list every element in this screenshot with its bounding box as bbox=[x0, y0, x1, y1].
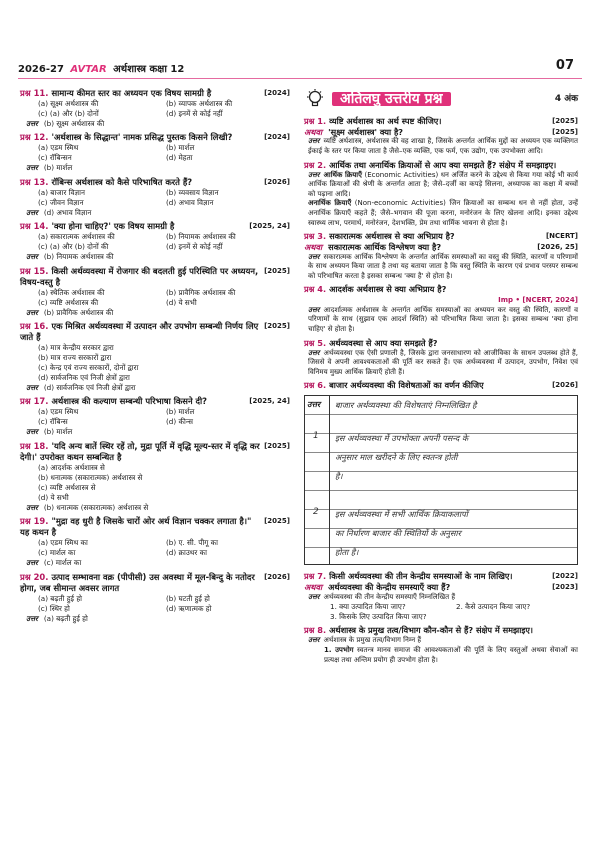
point-number: 2 bbox=[313, 507, 319, 518]
mcq-options bbox=[20, 538, 290, 558]
answer-text: व्यष्टि अर्थशास्त्र, अर्थशास्त्र की वह शाखा है, जिसके अन्तर्गत आर्थिक मुद्दों का अध्ययन एक व्यक्तिगत ईकाई के स्तर पर किया जाता है जैसे–एक व्यक्ति, एक फर्म, एक उद्योग, एक उपभोक्ता आदि। bbox=[308, 137, 578, 155]
answer-text: (d) अभाव विज्ञान bbox=[43, 207, 92, 217]
answer bbox=[304, 593, 578, 603]
mcq-option: (d) अभाव विज्ञान bbox=[166, 197, 214, 207]
mcq-option: (a) आदर्शक अर्थशास्त्र से bbox=[38, 462, 105, 472]
question-8 bbox=[304, 625, 578, 665]
question-text: अर्थशास्त्र की कल्याण सम्बन्धी परिभाषा किसने दी? bbox=[51, 396, 207, 407]
question-4 bbox=[304, 284, 578, 334]
question-text: अर्थशास्त्र के प्रमुख तत्व/विभाग कौन-कौन से हैं? संक्षेप में समझाइए। bbox=[329, 625, 533, 636]
alt-question: सकारात्मक आर्थिक विश्लेषण क्या है? bbox=[328, 242, 442, 253]
year-tag: [2025] bbox=[264, 517, 290, 526]
mcq-option: (d) ये सभी bbox=[166, 297, 197, 307]
question-1 bbox=[304, 116, 578, 157]
alt-label: अथवा bbox=[304, 582, 323, 593]
mcq-answer bbox=[20, 163, 290, 173]
mcq-question bbox=[20, 177, 290, 218]
importance-tag: Imp • [NCERT, 2024] bbox=[498, 296, 578, 305]
term-heading: आर्थिक क्रियाएँ bbox=[323, 170, 362, 179]
question-text: 'यदि अन्य बातें स्थिर रहें तो, मुद्रा पूर्ति में वृद्धि मूल्य-स्तर में वृद्धि कर देगी।' उपरोक्त कथन सम्बन्धित है bbox=[20, 440, 260, 462]
answer-label: उत्तर bbox=[26, 613, 38, 623]
answer-text: (b) धनात्मक (सकारात्मक) अर्थशास्त्र से bbox=[43, 502, 149, 512]
question-text: किसी अर्थव्यवस्था की तीन केन्द्रीय समस्याओं के नाम लिखिए। bbox=[329, 571, 513, 582]
year-tag: [2026, 25] bbox=[537, 243, 578, 252]
alt-label: अथवा bbox=[304, 127, 323, 137]
mcq-option: (d) क्राउथर का bbox=[166, 548, 207, 558]
mcq-option: (c) (a) और (b) दोनों bbox=[38, 109, 99, 118]
answer-label: उत्तर bbox=[308, 636, 320, 645]
mcq-option: (d) ऋणात्मक हो bbox=[166, 603, 212, 613]
mcq-option: (b) व्यापक अर्थशास्त्र की bbox=[166, 99, 233, 108]
mcq-options bbox=[20, 99, 290, 119]
answer-label: उत्तर bbox=[308, 348, 320, 357]
answer-label: उत्तर bbox=[26, 558, 38, 568]
alt-question: 'सूक्ष्म अर्थशास्त्र' क्या है? bbox=[328, 127, 404, 137]
year-tag: [2026] bbox=[264, 177, 290, 186]
answer-text: (Economic Activities) धन अर्जित करने के उद्देश्य से किया गया कोई भी कार्य आर्थिक क्रियाओं की श्रेणी के अन्तर्गत आता है; जैसे–दर्जी का कपड़े सिलना, अध्यापक का कक्षा में बच्चों को पढ़ाना आदि। bbox=[308, 170, 579, 198]
answer-label: उत्तर bbox=[26, 383, 38, 393]
answer bbox=[304, 171, 578, 200]
mcq-option: (a) बढ़ती हुई हो bbox=[38, 593, 82, 603]
answer-text: (b) प्रावैगिक अर्थशास्त्र की bbox=[43, 307, 114, 317]
answer-text: (d) सार्वजनिक एवं निजी क्षेत्रों द्वारा bbox=[43, 383, 136, 393]
page-header bbox=[0, 0, 600, 84]
mcq-options bbox=[20, 407, 290, 427]
mcq-option: (c) रॉबिन्सन bbox=[38, 153, 72, 163]
mcq-option: (b) मार्शल bbox=[166, 407, 195, 417]
mcq-option: (b) प्रावैगिक अर्थशास्त्र की bbox=[166, 287, 236, 297]
point-heading: 1. उपभोग bbox=[324, 645, 354, 654]
mcq-answer bbox=[20, 383, 290, 393]
handwritten-line: होता है। bbox=[335, 547, 359, 558]
year-tag: [2025] bbox=[264, 441, 290, 450]
question-text: 'क्या होना चाहिए?' एक विषय सामग्री है bbox=[51, 221, 175, 232]
mcq-question bbox=[20, 88, 290, 129]
answer-text: (Non-economic Activities) जिन क्रियाओं का सम्बन्ध धन से नहीं होता, उन्हें अनार्थिक क्रियाएँ कहते हैं; जैसे–भगवान की पूजा करना, मनोरंजन के लिए खेलना आदि। इनका उद्देश्य स्वास्थ्य लाभ, परमार्थ, मनोरंजन, देशभक्ति, प्रेम तथा धार्मिक भावना से होता है। bbox=[308, 199, 579, 227]
mcq-option: (b) नियामक अर्थशास्त्र की bbox=[166, 232, 236, 242]
mcq-option: (c) केन्द्र एवं राज्य सरकारों, दोनों द्वारा bbox=[38, 363, 139, 373]
year-tag: [2025] bbox=[552, 128, 578, 136]
question-number: प्रश्न 14. bbox=[20, 221, 49, 232]
mcq-option: (a) एडम स्मिथ का bbox=[38, 538, 88, 548]
handwritten-line: इस अर्थव्यवस्था में उपभोक्ता अपनी पसन्द के bbox=[335, 433, 469, 444]
mcq-answer bbox=[20, 558, 290, 568]
mcq-options bbox=[20, 288, 290, 308]
list-item: 3. किसके लिए उत्पादित किया जाए? bbox=[330, 612, 427, 622]
year-tag: [2024] bbox=[264, 89, 290, 97]
answer-label: उत्तर bbox=[308, 170, 320, 179]
lightbulb-icon bbox=[304, 88, 326, 110]
mcq-question bbox=[20, 321, 290, 393]
question-number: प्रश्न 11. bbox=[20, 88, 49, 98]
header-divider bbox=[18, 78, 582, 79]
mcq-answer bbox=[20, 208, 290, 218]
question-number: प्रश्न 3. bbox=[304, 231, 327, 242]
answer-label: उत्तर bbox=[26, 252, 38, 262]
mcq-options bbox=[20, 143, 290, 163]
mcq-answer bbox=[20, 119, 290, 129]
answer bbox=[304, 306, 578, 335]
answer-para bbox=[304, 199, 578, 228]
answer-text: सकारात्मक आर्थिक विश्लेषण के अन्तर्गत आर्थिक समस्याओं का वस्तु की स्थिति, कारणों व परिणामों के साथ अध्ययन किया जाता है तथा यह बताया जाता है कि वस्तु स्थिति के कारण एवं प्रभाव परस्पर सम्बन्ध को परिभाषित करता है इसका सम्बन्ध 'क्या है' से होता है। bbox=[308, 252, 578, 280]
handwritten-line: अनुसार माल खरीदने के लिए स्वतन्त्र होती bbox=[335, 452, 458, 463]
answer-label: उत्तर bbox=[308, 592, 320, 601]
mcq-option: (a) बाजार विज्ञान bbox=[38, 187, 85, 197]
year-tag: [2025] bbox=[264, 322, 290, 331]
answer-label: उत्तर bbox=[26, 307, 38, 317]
question-text: बाजार अर्थव्यवस्था की विशेषताओं का वर्णन कीजिए bbox=[329, 380, 484, 391]
question-number: प्रश्न 15. bbox=[20, 265, 49, 276]
question-number: प्रश्न 5. bbox=[304, 337, 327, 348]
answer-text: (b) मार्शल bbox=[43, 427, 73, 437]
point-number: 1 bbox=[313, 431, 319, 442]
question-3 bbox=[304, 231, 578, 281]
answer-text: आदर्शात्मक अर्थशास्त्र के अन्तर्गत आर्थिक समस्याओं का अध्ययन कर वस्तु की स्थिति, कारणों व परिणामों के साथ (सुझाव एक आदर्श स्थिति) को परिभाषित किया जाता है। इसका सम्बन्ध 'क्या होना चाहिए' से होता है। bbox=[308, 305, 578, 333]
question-number: प्रश्न 7. bbox=[304, 571, 327, 582]
mcq-options bbox=[20, 188, 290, 208]
mcq-options bbox=[20, 343, 290, 383]
question-number: प्रश्न 16. bbox=[20, 321, 49, 332]
mcq-option: (d) सार्वजनिक एवं निजी क्षेत्रों द्वारा bbox=[38, 373, 130, 383]
answer-label: उत्तर bbox=[26, 207, 38, 217]
mcq-question bbox=[20, 266, 290, 318]
question-text: अर्थव्यवस्था से आप क्या समझते हैं? bbox=[329, 337, 438, 348]
handwritten-line: है। bbox=[335, 471, 343, 482]
mcq-option: (c) मार्शल का bbox=[38, 548, 76, 558]
short-answer-column bbox=[304, 88, 578, 668]
answer bbox=[304, 137, 578, 156]
section-title: अतिलघु उत्तरीय प्रश्न bbox=[332, 92, 451, 106]
handwritten-answer bbox=[304, 395, 578, 565]
answer-label: उत्तर bbox=[308, 137, 320, 146]
answer-label: उत्तर bbox=[307, 400, 321, 410]
question-number: प्रश्न 4. bbox=[304, 284, 327, 295]
question-text: रॉबिन्स अर्थशास्त्र को कैसे परिभाषित करते हैं? bbox=[51, 176, 193, 187]
mcq-option: (a) सूक्ष्म अर्थशास्त्र की bbox=[38, 99, 99, 108]
list-item: 2. कैसे उत्पादन किया जाए? bbox=[456, 602, 531, 612]
year-tag: [NCERT] bbox=[545, 232, 578, 241]
answer bbox=[304, 636, 578, 646]
mcq-options bbox=[20, 463, 290, 503]
question-number: प्रश्न 20. bbox=[20, 571, 49, 582]
question-number: प्रश्न 8. bbox=[304, 625, 327, 636]
mcq-option: (c) रॉबिन्स bbox=[38, 417, 68, 427]
header-left bbox=[18, 61, 184, 75]
mcq-option: (b) धनात्मक (सकारात्मक) अर्थशास्त्र से bbox=[38, 472, 143, 482]
question-text: आर्थिक तथा अनार्थिक क्रियाओं से आप क्या समझते हैं? संक्षेप में समझाइए। bbox=[329, 159, 557, 170]
subject-label: अर्थशास्त्र bbox=[113, 64, 147, 75]
answer-text: अर्थशास्त्र के प्रमुख तत्व/विभाग निम्न हैं bbox=[323, 636, 422, 645]
answer bbox=[304, 349, 578, 378]
mcq-option: (d) मेहता bbox=[166, 153, 193, 163]
mcq-option: (d) इनमें से कोई नहीं bbox=[166, 242, 223, 252]
mcq-option: (a) मात्र केन्द्रीय सरकार द्वारा bbox=[38, 343, 114, 353]
answer-text: (a) बढ़ती हुई हो bbox=[43, 613, 88, 623]
mcq-answer bbox=[20, 427, 290, 437]
mcq-option: (c) व्यष्टि अर्थशास्त्र की bbox=[38, 297, 99, 307]
question-number: प्रश्न 6. bbox=[304, 380, 327, 391]
question-text: सकारात्मक अर्थशास्त्र से क्या अभिप्राय है? bbox=[329, 231, 455, 242]
question-number: प्रश्न 18. bbox=[20, 440, 49, 451]
question-number: प्रश्न 19. bbox=[20, 516, 49, 527]
year-tag: [2026] bbox=[552, 381, 578, 390]
mcq-question bbox=[20, 441, 290, 513]
mcq-question bbox=[20, 396, 290, 437]
answer-label: उत्तर bbox=[308, 305, 320, 314]
mcq-option: (b) व्यवसाय विज्ञान bbox=[166, 187, 219, 197]
year-tag: [2023] bbox=[552, 583, 578, 592]
mcq-option: (a) एडम स्मिथ bbox=[38, 407, 79, 417]
answer-text: स्वतन्त्र मानव समाज की आवश्यकताओं की पूर्ति के लिए वस्तुओं अथवा सेवाओं का प्रत्यक्ष तथा अन्तिम प्रयोग ही उपभोग होता है। bbox=[324, 645, 578, 664]
question-number: प्रश्न 2. bbox=[304, 159, 327, 170]
question-number: प्रश्न 17. bbox=[20, 396, 49, 407]
answer-label: उत्तर bbox=[26, 427, 38, 437]
mcq-option: (c) जीवन विज्ञान bbox=[38, 197, 84, 207]
answer-label: उत्तर bbox=[26, 163, 38, 173]
brand-logo: AVTAR bbox=[70, 64, 107, 75]
session-label: 2026-27 bbox=[18, 64, 64, 75]
mcq-question bbox=[20, 516, 290, 568]
handwritten-line: इस अर्थव्यवस्था में सभी आर्थिक क्रियाकलापों bbox=[335, 509, 468, 520]
answer-text: (c) मार्शल का bbox=[43, 558, 82, 568]
mcq-option: (c) व्यष्टि अर्थशास्त्र से bbox=[38, 482, 96, 492]
mcq-question bbox=[20, 132, 290, 173]
page-number: 07 bbox=[555, 58, 574, 73]
answer bbox=[304, 253, 578, 282]
mcq-option: (b) मात्र राज्य सरकारों द्वारा bbox=[38, 353, 112, 363]
mcq-option: (d) ये सभी bbox=[38, 492, 69, 502]
handwritten-line: बाजार अर्थव्यवस्था की विशेषताएं निम्नलिखित है bbox=[335, 400, 477, 411]
year-tag: [2024] bbox=[264, 133, 290, 142]
question-text: उत्पाद सम्भावना वक्र (पीपीसी) उस अवस्था में मूल-बिन्दु के नतोदर होगा, जब सीमान्त अवसर लागत bbox=[20, 571, 255, 593]
question-number: प्रश्न 12. bbox=[20, 132, 49, 143]
answer-text: (b) मार्शल bbox=[43, 163, 73, 173]
year-tag: [2025] bbox=[264, 266, 290, 275]
section-marks: 4 अंक bbox=[554, 93, 578, 104]
mcq-answer bbox=[20, 252, 290, 262]
mcq-options bbox=[20, 232, 290, 252]
mcq-option: (a) स्थैतिक अर्थशास्त्र की bbox=[38, 287, 105, 297]
handwritten-line: का निर्धारण बाजार की स्थितियों के अनुसार bbox=[335, 528, 461, 539]
mcq-answer bbox=[20, 503, 290, 513]
question-number: प्रश्न 1. bbox=[304, 116, 327, 126]
mcq-answer bbox=[20, 614, 290, 624]
question-text: एक मिश्रित अर्थव्यवस्था में उत्पादन और उपभोग सम्बन्धी निर्णय लिए जाते हैं bbox=[20, 321, 259, 343]
mcq-column bbox=[20, 88, 290, 627]
year-tag: [2025, 24] bbox=[249, 397, 290, 406]
mcq-option: (d) कीन्स bbox=[166, 417, 194, 427]
question-text: व्यष्टि अर्थशास्त्र का अर्थ स्पष्ट कीजिए। bbox=[329, 116, 442, 126]
question-2 bbox=[304, 160, 578, 229]
question-text: सामान्य कीमत स्तर का अध्ययन एक विषय सामग्री है bbox=[51, 88, 212, 98]
mcq-question bbox=[20, 221, 290, 262]
year-tag: [2025] bbox=[552, 117, 578, 125]
answer-text: अर्थव्यवस्था एक ऐसी प्रणाली है, जिसके द्वारा जनसाधारण को आजीविका के साधन उपलब्ध होते हैं, जिससे वे अपनी आवश्यकताओं की पूर्ति कर सकते हैं। एक अर्थव्यवस्था में उत्पादन, उपभोग, निवेश एवं विनिमय मुख्य आर्थिक क्रियाएँ होती हैं। bbox=[308, 348, 578, 376]
mcq-option: (b) घटती हुई हो bbox=[166, 593, 210, 603]
question-5 bbox=[304, 338, 578, 378]
answer-text: (b) सूक्ष्म अर्थशास्त्र की bbox=[43, 119, 105, 128]
answer-label: उत्तर bbox=[26, 502, 38, 512]
question-7 bbox=[304, 571, 578, 622]
list-item: 1. क्या उत्पादित किया जाए? bbox=[330, 602, 406, 612]
answer-label: उत्तर bbox=[308, 252, 320, 261]
question-text: "मुद्रा वह धुरी है जिसके चारों ओर अर्थ विज्ञान चक्कर लगाता है।" यह कथन है bbox=[20, 516, 252, 538]
mcq-option: (d) इनमें से कोई नहीं bbox=[166, 109, 223, 118]
mcq-question bbox=[20, 572, 290, 624]
alt-label: अथवा bbox=[304, 242, 323, 253]
margin-line bbox=[329, 396, 330, 564]
mcq-option: (c) स्थिर हो bbox=[38, 603, 70, 613]
year-tag: [2025, 24] bbox=[249, 222, 290, 231]
answer-point bbox=[304, 646, 578, 665]
section-header bbox=[304, 88, 578, 110]
question-text: आदर्शक अर्थशास्त्र से क्या अभिप्राय है? bbox=[329, 284, 447, 295]
mcq-answer bbox=[20, 308, 290, 318]
question-number: प्रश्न 13. bbox=[20, 176, 49, 187]
answer-text: अर्थव्यवस्था की तीन केन्द्रीय समस्याएँ निम्नलिखित हैं bbox=[323, 592, 456, 601]
year-tag: [2026] bbox=[264, 572, 290, 581]
mcq-option: (b) ए. सी. पीगू का bbox=[166, 538, 218, 548]
answer-text: (b) नियामक अर्थशास्त्र की bbox=[43, 252, 114, 262]
class-label: कक्षा 12 bbox=[149, 64, 185, 75]
mcq-options bbox=[20, 594, 290, 614]
question-6 bbox=[304, 380, 578, 565]
mcq-option: (c) (a) और (b) दोनों की bbox=[38, 242, 109, 252]
answer-label: उत्तर bbox=[26, 119, 38, 128]
question-text: 'अर्थशास्त्र के सिद्धान्त' नामक प्रसिद्ध पुस्तक किसने लिखी? bbox=[51, 132, 233, 143]
term-heading: अनार्थिक क्रियाएँ bbox=[308, 199, 352, 208]
question-text: किसी अर्थव्यवस्था में रोजगार की बदलती हुई परिस्थिति पर अध्ययन, विषय-वस्तु है bbox=[20, 265, 259, 287]
mcq-option: (a) सकारात्मक अर्थशास्त्र की bbox=[38, 232, 115, 242]
year-tag: [2022] bbox=[552, 572, 578, 581]
mcq-option: (a) एडम स्मिथ bbox=[38, 143, 79, 153]
mcq-option: (b) मार्शल bbox=[166, 143, 195, 153]
answer-list bbox=[304, 602, 578, 622]
alt-question: अर्थव्यवस्था की केन्द्रीय समस्याएँ क्या हैं? bbox=[328, 582, 451, 593]
